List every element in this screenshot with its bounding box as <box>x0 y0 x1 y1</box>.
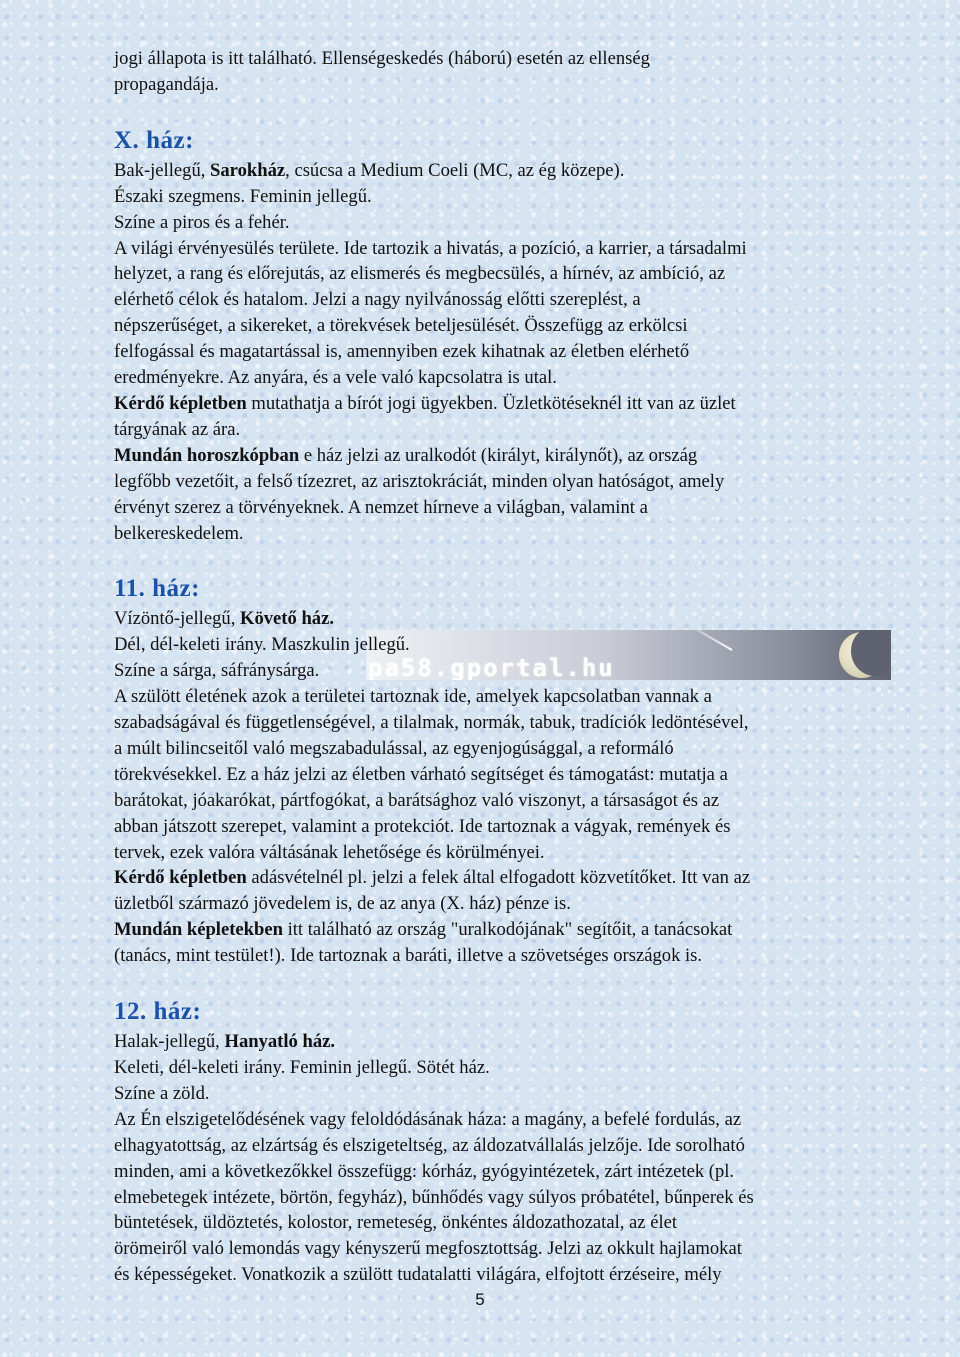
house-10-body-2: helyzet, a rang és előrejutás, az elismerés és megbecsülés, a hírnév, az ambíció, az <box>114 263 726 285</box>
intro-line-2: propagandája. <box>114 73 219 95</box>
house-10-direction: Északi szegmens. Feminin jellegű. <box>114 185 372 207</box>
house-12-body-7: és képességeket. Vonatkozik a szülött tudatalatti világára, elfojtott érzéseire, mély <box>114 1264 722 1286</box>
heading-word: ház: <box>146 126 194 154</box>
house-12-body-3: minden, ami a következőkkel összefügg: kórház, gyógyintézetek, zárt intézetek (pl. <box>114 1160 735 1182</box>
house-11-body-4: törekvésekkel. Ez a ház jelzi az életben várható segítséget és támogatást: mutatja a <box>114 763 728 785</box>
house-10-body-4: népszerűséget, a sikereket, a törekvések beteljesülését. Összefügg az erkölcsi <box>114 315 688 337</box>
house-10-sign: Bak-jellegű, Sarokház, csúcsa a Medium Coeli (MC, az ég közepe). <box>114 159 625 181</box>
document-page <box>114 46 894 1288</box>
house-10-mundane-2: legfőbb vezetőit, a felső tízezret, az arisztokráciát, minden olyan hatóságot, amely <box>114 470 725 492</box>
house-11-sign: Vízöntő-jellegű, Követő ház. <box>114 608 334 630</box>
house-12-body-5: büntetések, üldöztetés, kolostor, remeteség, önkéntes áldozathozatal, az élet <box>114 1212 678 1234</box>
house-10-body-5: felfogással és magatartással is, amennyiben ezek kihatnak az életben elérhető <box>114 341 690 363</box>
house-11-color: Színe a sárga, sáfránysárga. <box>114 660 320 682</box>
house-11-question-chart: Kérdő képletben adásvételnél pl. jelzi a felek által elfogadott közvetítőket. Itt van az <box>114 867 751 889</box>
house-10-mundane-3: érvényt szerez a törvényeknek. A nemzet hírneve a világban, valamint a <box>114 496 648 518</box>
house-10-body-3: elérhető célok és hatalom. Jelzi a nagy nyilvánosság előtti szereplést, a <box>114 289 641 311</box>
house-10-body-6: eredményekre. Az anyára, és a vele való kapcsolatra is utal. <box>114 367 557 389</box>
house-12-body-4: elmebetegek intézete, börtön, fegyház), bűnhődés vagy súlyos próbatétel, bűnperek és <box>114 1186 754 1208</box>
house-10-mundane: Mundán horoszkópban e ház jelzi az uralkodót (királyt, királynőt), az ország <box>114 444 698 466</box>
house-11-direction: Dél, dél-keleti irány. Maszkulin jellegű. <box>114 634 410 656</box>
house-12-direction: Keleti, dél-keleti irány. Feminin jellegű. Sötét ház. <box>114 1057 490 1078</box>
heading-word: ház: <box>152 575 200 603</box>
heading-house-11 <box>114 572 894 606</box>
house-10-body-1: A világi érvényesülés területe. Ide tartozik a hivatás, a pozíció, a karrier, a társadalmi <box>114 237 747 259</box>
heading-number: 11. <box>114 575 146 603</box>
house-12-color: Színe a zöld. <box>114 1082 210 1104</box>
heading-number: X. <box>114 126 140 154</box>
page-number: 5 <box>475 1290 485 1309</box>
house-11-body-1: A szülött életének azok a területei tartoznak ide, amelyek kapcsolatban vannak a <box>114 686 712 708</box>
house-12-body-6: örömeiről való lemondás vagy kényszerű megfosztottság. Jelzi az okkult hajlamokat <box>114 1238 742 1260</box>
heading-number: 12. <box>114 998 147 1026</box>
house-12-body-1: Az Én elszigetelődésének vagy feloldódásának háza: a magány, a befelé fordulás, az <box>114 1108 742 1130</box>
watermark-text: pa58.gportal.hu <box>368 654 615 680</box>
house-10-question-chart: Kérdő képletben mutathatja a bírót jogi ügyekben. Üzletkötéseknél itt van az üzlet <box>114 392 736 414</box>
house-12-sign: Halak-jellegű, Hanyatló ház. <box>114 1031 336 1053</box>
house-11-body-3: a múlt bilincseitől való megszabadulással, az egyenjogúsággal, a reformáló <box>114 737 674 759</box>
house-11-body-2: szabadságával és függetlenségével, a tilalmak, normák, tabuk, tradíciók ledöntésével, <box>114 712 749 734</box>
house-12-body-2: elhagyatottság, az elzártság és elszigeteltség, az áldozatvállalás jelzője. Ide sorolható <box>114 1134 745 1156</box>
house-10-color: Színe a piros és a fehér. <box>114 211 290 233</box>
house-11-mundane-2: (tanács, mint testület!). Ide tartoznak a baráti, illetve a szövetséges országok is. <box>114 945 703 967</box>
intro-line-1: jogi állapota is itt található. Ellenségeskedés (háború) esetén az ellenség <box>114 48 650 69</box>
house-11-mundane: Mundán képletekben itt található az ország "uralkodójának" segítőit, a tanácsokat <box>114 919 733 941</box>
heading-house-10 <box>114 124 894 158</box>
house-10-question-chart-2: tárgyának az ára. <box>114 418 241 440</box>
heading-house-12 <box>114 995 894 1029</box>
heading-word: ház: <box>153 998 202 1026</box>
house-11-body-7: tervek, ezek valóra váltásának lehetősége és körülményei. <box>114 841 545 863</box>
house-11-body-6: abban játszott szerepet, valamint a protekciót. Ide tartoznak a vágyak, remények és <box>114 815 731 837</box>
house-10-mundane-4: belkereskedelem. <box>114 522 244 544</box>
house-11-question-chart-2: üzletből származó jövedelem is, de az anya (X. ház) pénze is. <box>114 893 571 915</box>
house-11-body-5: barátokat, jóakarókat, pártfogókat, a barátsághoz való viszonyt, a társaságot és az <box>114 789 720 811</box>
